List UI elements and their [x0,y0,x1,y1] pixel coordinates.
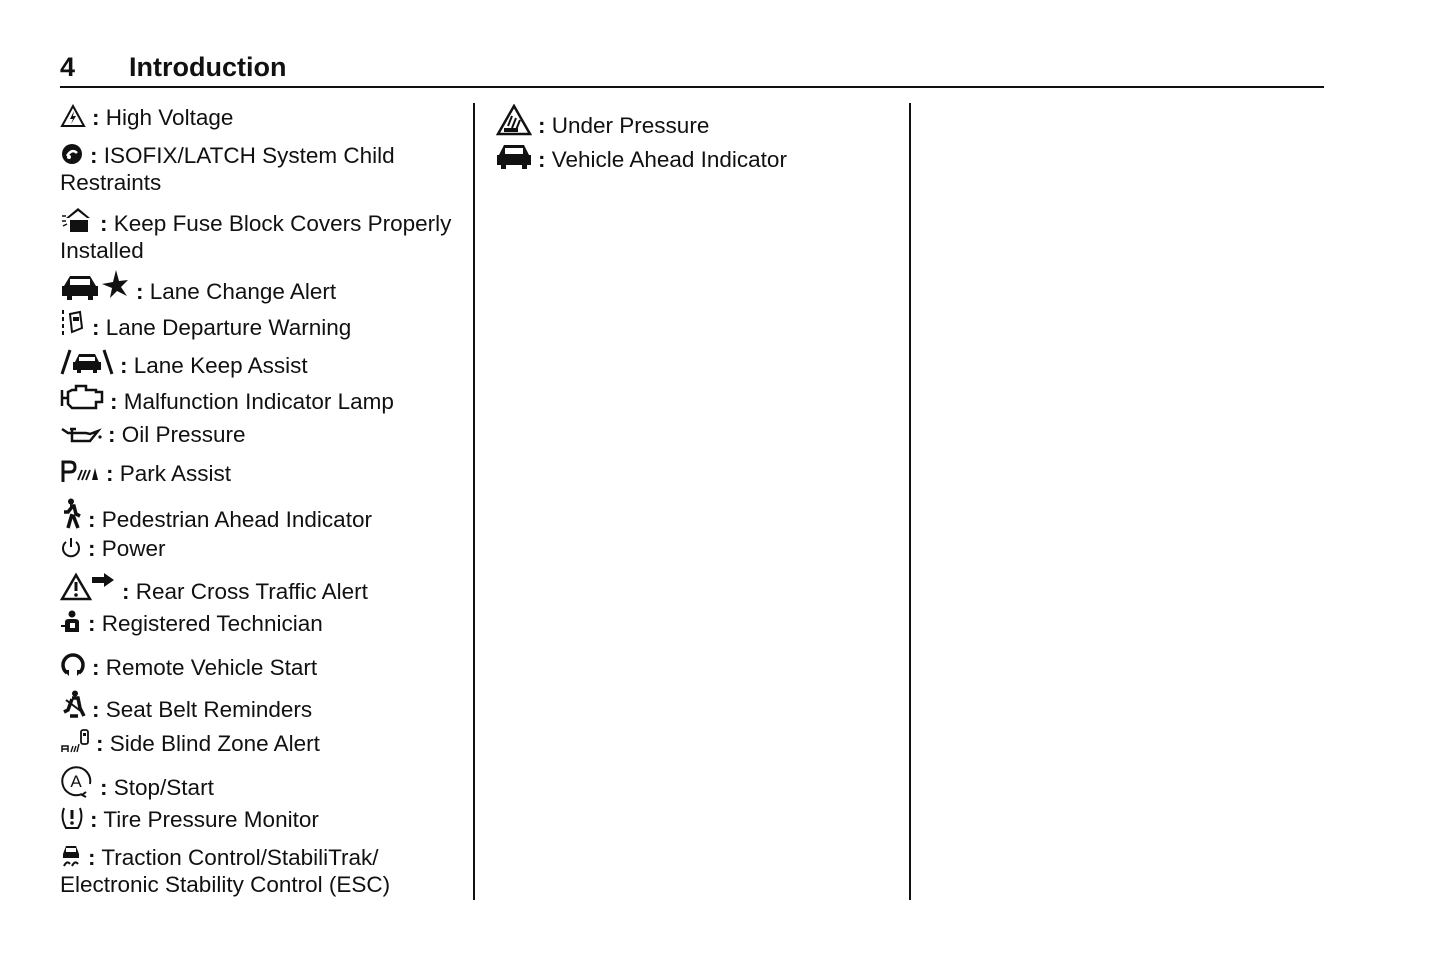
lane-keep-assist-icon [60,346,114,376]
fuse-block-cover-icon [60,206,94,234]
remote-start-icon [60,652,86,678]
list-item: : Vehicle Ahead Indicator [496,142,787,174]
rear-cross-traffic-alert-icon [60,572,116,602]
seat-belt-icon [60,690,86,720]
under-pressure-icon [496,104,532,136]
list-item: : High Voltage [60,104,233,132]
list-item: : Lane Departure Warning [60,308,351,342]
page-number: 4 [60,52,76,82]
vehicle-ahead-icon [496,142,532,170]
svg-text:A: A [70,772,82,791]
list-item: : Malfunction Indicator Lamp [60,384,394,416]
traction-control-icon [60,842,82,868]
column-divider [473,103,475,900]
list-item: : Seat Belt Reminders [60,690,312,724]
list-item: A : Stop/Start [60,766,214,802]
auto-stop-start-icon [60,766,94,798]
list-item: : Registered Technician [60,610,323,638]
pedestrian-icon [60,498,82,530]
list-item: : Lane Change Alert [60,270,336,306]
park-assist-icon [60,460,100,484]
list-item: : Side Blind Zone Alert [60,728,320,758]
power-icon [60,537,82,559]
side-blind-zone-icon [60,728,90,754]
list-item: : ISOFIX/LATCH System Child Restraints [60,143,395,195]
high-voltage-icon [60,104,86,128]
page-header [60,50,1324,88]
column-divider [909,103,911,900]
list-item: : Pedestrian Ahead Indicator [60,498,372,534]
registered-technician-icon [60,610,82,634]
lane-change-alert-icon [60,270,130,302]
list-item: : Remote Vehicle Start [60,652,317,682]
list-item: : Park Assist [60,460,231,488]
list-item: : Tire Pressure Monitor [60,804,319,834]
engine-malfunction-icon [60,384,104,412]
isofix-latch-icon [60,142,84,166]
list-item: : Traction Control/StabiliTrak/ Electronic Stability Control (ESC) [60,842,460,898]
list-item: : Power [60,536,166,563]
list-item: : Rear Cross Traffic Alert [60,572,368,606]
list-item: : Keep Fuse Block Covers Properly Installed [60,206,460,264]
page-title: Introduction [129,52,287,82]
list-item: : Oil Pressure [60,422,246,449]
list-item: : Lane Keep Assist [60,346,308,380]
oil-can-icon [60,423,102,445]
tire-pressure-icon [60,804,84,830]
list-item: : Under Pressure [496,104,709,140]
lane-departure-warning-icon [60,308,86,338]
